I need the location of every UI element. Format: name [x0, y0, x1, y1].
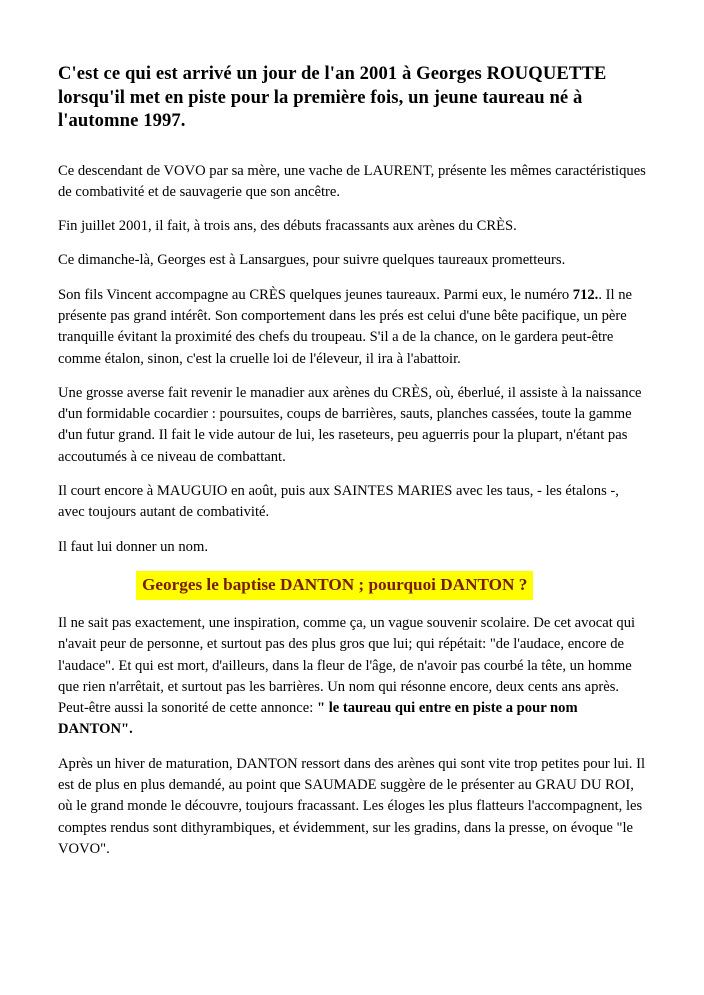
paragraph-numero-712-lead: Son fils Vincent accompagne au CRÈS quelques jeunes taureaux. Parmi eux, le numéro — [58, 286, 573, 303]
paragraph-debuts-cres: Fin juillet 2001, il fait, à trois ans, des débuts fracassants aux arènes du CRÈS. — [58, 218, 517, 235]
document-body — [58, 62, 646, 860]
spacer — [58, 558, 646, 571]
paragraph-origine-du-nom — [58, 613, 646, 741]
spacer — [58, 237, 646, 250]
section-heading-danton-highlighted: Georges le baptise DANTON ; pourquoi DANTON ? — [136, 571, 533, 600]
spacer — [58, 600, 646, 613]
spacer — [58, 524, 646, 537]
spacer — [58, 133, 646, 161]
spacer — [58, 272, 646, 285]
spacer — [58, 741, 646, 754]
paragraph-grau-du-roi: Après un hiver de maturation, DANTON ressort dans des arènes qui sont vite trop petites pour lui. Il est de plus en plus demandé, au point que SAUMADE suggère de le présenter au GRAU DU ROI, où le grand monde le découvre, toujours fracassant. Les éloges les plus flatteurs l'accompagnent, les comptes rendus sont dithyrambiques, et évidemment, sur les gradins, dans la presse, on évoque "le VOVO". — [58, 755, 646, 857]
paragraph-origine-du-nom-lead: Il ne sait pas exactement, une inspiration, comme ça, un vague souvenir scolaire. De cet avocat qui n'avait peur de personne, et surtout pas des plus gros que lui; qui répétait: "de l'audace, encore de l'audace". Et qui est mort, d'ailleurs, dans la fleur de l'âge, de n'avoir pas courbé la tête, un homme que rien n'arrêtait, et surtout pas les barrières. Un nom qui résonne encore, deux cents ans après. Peut-être aussi la sonorité de cette annonce: — [58, 614, 636, 717]
paragraph-donner-un-nom: Il faut lui donner un nom. — [58, 538, 208, 555]
paragraph-lansargues: Ce dimanche-là, Georges est à Lansargues, pour suivre quelques taureaux prometteurs. — [58, 252, 566, 269]
paragraph-grosse-averse: Une grosse averse fait revenir le manadier aux arènes du CRÈS, où, éberlué, il assiste à la naissance d'un formidable cocardier : poursuites, coups de barrières, sauts, planches cassées, toute la gamme d'un futur grand. Il fait le vide autour de lui, les raseteurs, peu aguerris pour la plupart, n'étant pas accoutumés à ce niveau de combattant. — [58, 384, 642, 465]
page-title: C'est ce qui est arrivé un jour de l'an 2001 à Georges ROUQUETTE lorsqu'il met en piste pour la première fois, un jeune taureau né à l'automne 1997. — [58, 63, 607, 131]
highlight-heading-container — [58, 571, 646, 600]
paragraph-mauguio: Il court encore à MAUGUIO en août, puis aux SAINTES MARIES avec les taus, - les étalons -, avec toujours autant de combativité. — [58, 483, 619, 521]
paragraph-descendant-vovo: Ce descendant de VOVO par sa mère, une vache de LAURENT, présente les mêmes caractéristiques de combativité et de sauvagerie que son ancêtre. — [58, 162, 646, 200]
spacer — [58, 203, 646, 216]
bull-number-712: 712. — [572, 286, 599, 303]
paragraph-numero-712-rest: . Il ne présente pas grand intérêt. Son comportement dans les prés est celui d'une bête pacifique, un père tranquille évitant la proximité des chefs du troupeau. S'il a de la chance, on le gardera peut-être comme étalon, sinon, c'est la cruelle loi de l'éleveur, il ira à l'abattoir. — [58, 286, 632, 367]
spacer — [58, 468, 646, 481]
spacer — [58, 370, 646, 383]
quote-taureau-danton: " le taureau qui entre en piste a pour nom DANTON". — [58, 700, 578, 738]
paragraph-numero-712 — [58, 285, 646, 370]
